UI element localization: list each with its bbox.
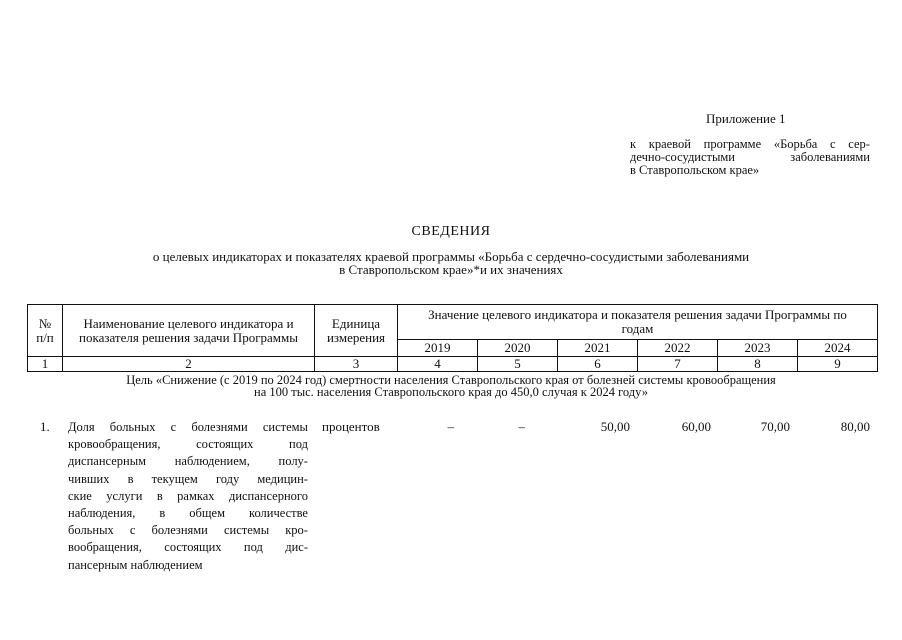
header-year-2022: 2022 bbox=[638, 340, 718, 357]
column-number-cell: 5 bbox=[478, 357, 558, 372]
indicator-name-line bbox=[68, 453, 308, 470]
column-number-cell: 3 bbox=[315, 357, 398, 372]
indicator-name-word: диспансерного bbox=[228, 488, 308, 503]
header-year-2019: 2019 bbox=[398, 340, 478, 357]
appendix-word: дечно-сосудистыми bbox=[630, 150, 735, 164]
indicator-value-2019: – bbox=[447, 419, 454, 434]
indicator-name-word: в bbox=[156, 488, 163, 503]
appendix-word: к bbox=[630, 137, 637, 151]
appendix-word: в Ставропольском крае» bbox=[630, 163, 760, 177]
appendix-word: программе bbox=[703, 137, 762, 151]
header-year-2024: 2024 bbox=[798, 340, 878, 357]
header-number: № п/п bbox=[28, 305, 63, 357]
header-indicator-name: Наименование целевого индикатора и показателя решения задачи Программы bbox=[63, 305, 315, 357]
indicator-name-word: с bbox=[170, 420, 177, 434]
indicator-name-word: кро- bbox=[285, 523, 308, 538]
indicator-name-word: наблюдением, bbox=[174, 454, 250, 469]
appendix-word: краевой bbox=[648, 137, 691, 151]
indicator-name-line bbox=[68, 419, 308, 436]
indicator-name-word: дис- bbox=[285, 540, 308, 555]
indicator-name-line bbox=[68, 539, 308, 556]
indicator-name-word: общем bbox=[189, 506, 225, 521]
program-goal bbox=[0, 374, 902, 398]
indicator-name-word: диспансерным bbox=[68, 454, 147, 469]
indicator-name-word: системы bbox=[262, 420, 308, 434]
document-subtitle-line-1: о целевых индикаторах и показателях краевой программы «Борьба с сердечно-сосудистыми заболеваниями bbox=[152, 249, 750, 264]
indicator-name-word: медицин- bbox=[257, 471, 308, 486]
header-unit: Единица измерения bbox=[315, 305, 398, 357]
document-title: СВЕДЕНИЯ bbox=[411, 224, 491, 239]
indicators-table-header bbox=[27, 304, 878, 372]
indicator-name-word: состоящих bbox=[164, 540, 222, 555]
indicator-name-line bbox=[68, 488, 308, 505]
program-goal-line-1: Цель «Снижение (с 2019 по 2024 год) смертности населения Ставропольского края от болезней системы кровообращения bbox=[126, 373, 776, 387]
column-number-cell: 6 bbox=[558, 357, 638, 372]
appendix-title: Приложение 1 bbox=[706, 111, 786, 126]
column-number-cell: 4 bbox=[398, 357, 478, 372]
indicator-name-word: чивших bbox=[68, 471, 110, 486]
header-values-by-year: Значение целевого индикатора и показателя решения задачи Программы по годам bbox=[398, 305, 878, 340]
column-number-cell: 7 bbox=[638, 357, 718, 372]
appendix-word: сер- bbox=[848, 137, 870, 151]
indicator-value-2020: – bbox=[518, 419, 525, 434]
document-subtitle-line-2: в Ставропольском крае»*и их значениях bbox=[339, 262, 563, 277]
column-number-cell: 8 bbox=[718, 357, 798, 372]
indicator-name-word: вообращения, bbox=[68, 540, 142, 555]
indicator-name-word: услуги bbox=[106, 488, 143, 503]
document-subtitle bbox=[0, 250, 902, 276]
header-year-2021: 2021 bbox=[558, 340, 638, 357]
indicator-name bbox=[68, 419, 308, 574]
indicator-value-2022: 60,00 bbox=[681, 419, 711, 434]
indicator-name-line bbox=[68, 436, 308, 453]
indicator-name-line bbox=[68, 522, 308, 539]
indicator-name-line bbox=[68, 471, 308, 488]
indicator-name-word: болезнями bbox=[151, 523, 208, 538]
indicator-value-2023: 70,00 bbox=[760, 419, 790, 434]
appendix-word: «Борьба bbox=[773, 137, 818, 151]
indicator-name-word: с bbox=[129, 523, 136, 538]
indicator-name-word: состоящих bbox=[196, 437, 254, 452]
appendix-reference bbox=[630, 138, 870, 177]
indicator-name-word: рамках bbox=[177, 488, 215, 503]
indicator-name-line bbox=[68, 557, 308, 574]
indicator-value-2021: 50,00 bbox=[600, 419, 630, 434]
indicator-name-word: наблюдения, bbox=[68, 506, 136, 521]
indicator-name-line bbox=[68, 505, 308, 522]
header-year-2020: 2020 bbox=[478, 340, 558, 357]
indicator-name-word: в bbox=[127, 471, 134, 486]
indicator-name-word: больных bbox=[68, 523, 114, 538]
indicator-name-word: полу- bbox=[278, 454, 308, 469]
indicator-name-word: ские bbox=[68, 488, 92, 503]
header-year-2023: 2023 bbox=[718, 340, 798, 357]
indicator-unit: процентов bbox=[322, 419, 380, 434]
column-number-cell: 9 bbox=[798, 357, 878, 372]
indicator-name-word: больных bbox=[109, 420, 156, 434]
indicator-name-word: в bbox=[159, 506, 166, 521]
indicator-name-word: Доля bbox=[68, 420, 95, 434]
indicator-value-2024: 80,00 bbox=[840, 419, 870, 434]
indicator-name-word: системы bbox=[224, 523, 270, 538]
appendix-word: заболеваниями bbox=[790, 150, 870, 164]
indicator-name-word: текущем bbox=[151, 471, 198, 486]
appendix-word: с bbox=[830, 137, 836, 151]
indicator-name-word: под bbox=[289, 437, 308, 452]
column-number-cell: 2 bbox=[63, 357, 315, 372]
indicator-name-word: количестве bbox=[249, 506, 308, 521]
program-goal-line-2: на 100 тыс. населения Ставропольского края до 450,0 случая к 2024 году» bbox=[254, 385, 648, 399]
indicator-name-word: пансерным наблюдением bbox=[68, 557, 203, 572]
indicator-name-word: болезнями bbox=[191, 420, 248, 434]
indicator-name-word: кровообращения, bbox=[68, 437, 161, 452]
column-number-cell: 1 bbox=[28, 357, 63, 372]
indicator-name-word: году bbox=[215, 471, 240, 486]
indicator-name-word: под bbox=[243, 540, 263, 555]
indicator-number: 1. bbox=[40, 419, 50, 434]
appendix-line bbox=[630, 164, 870, 177]
